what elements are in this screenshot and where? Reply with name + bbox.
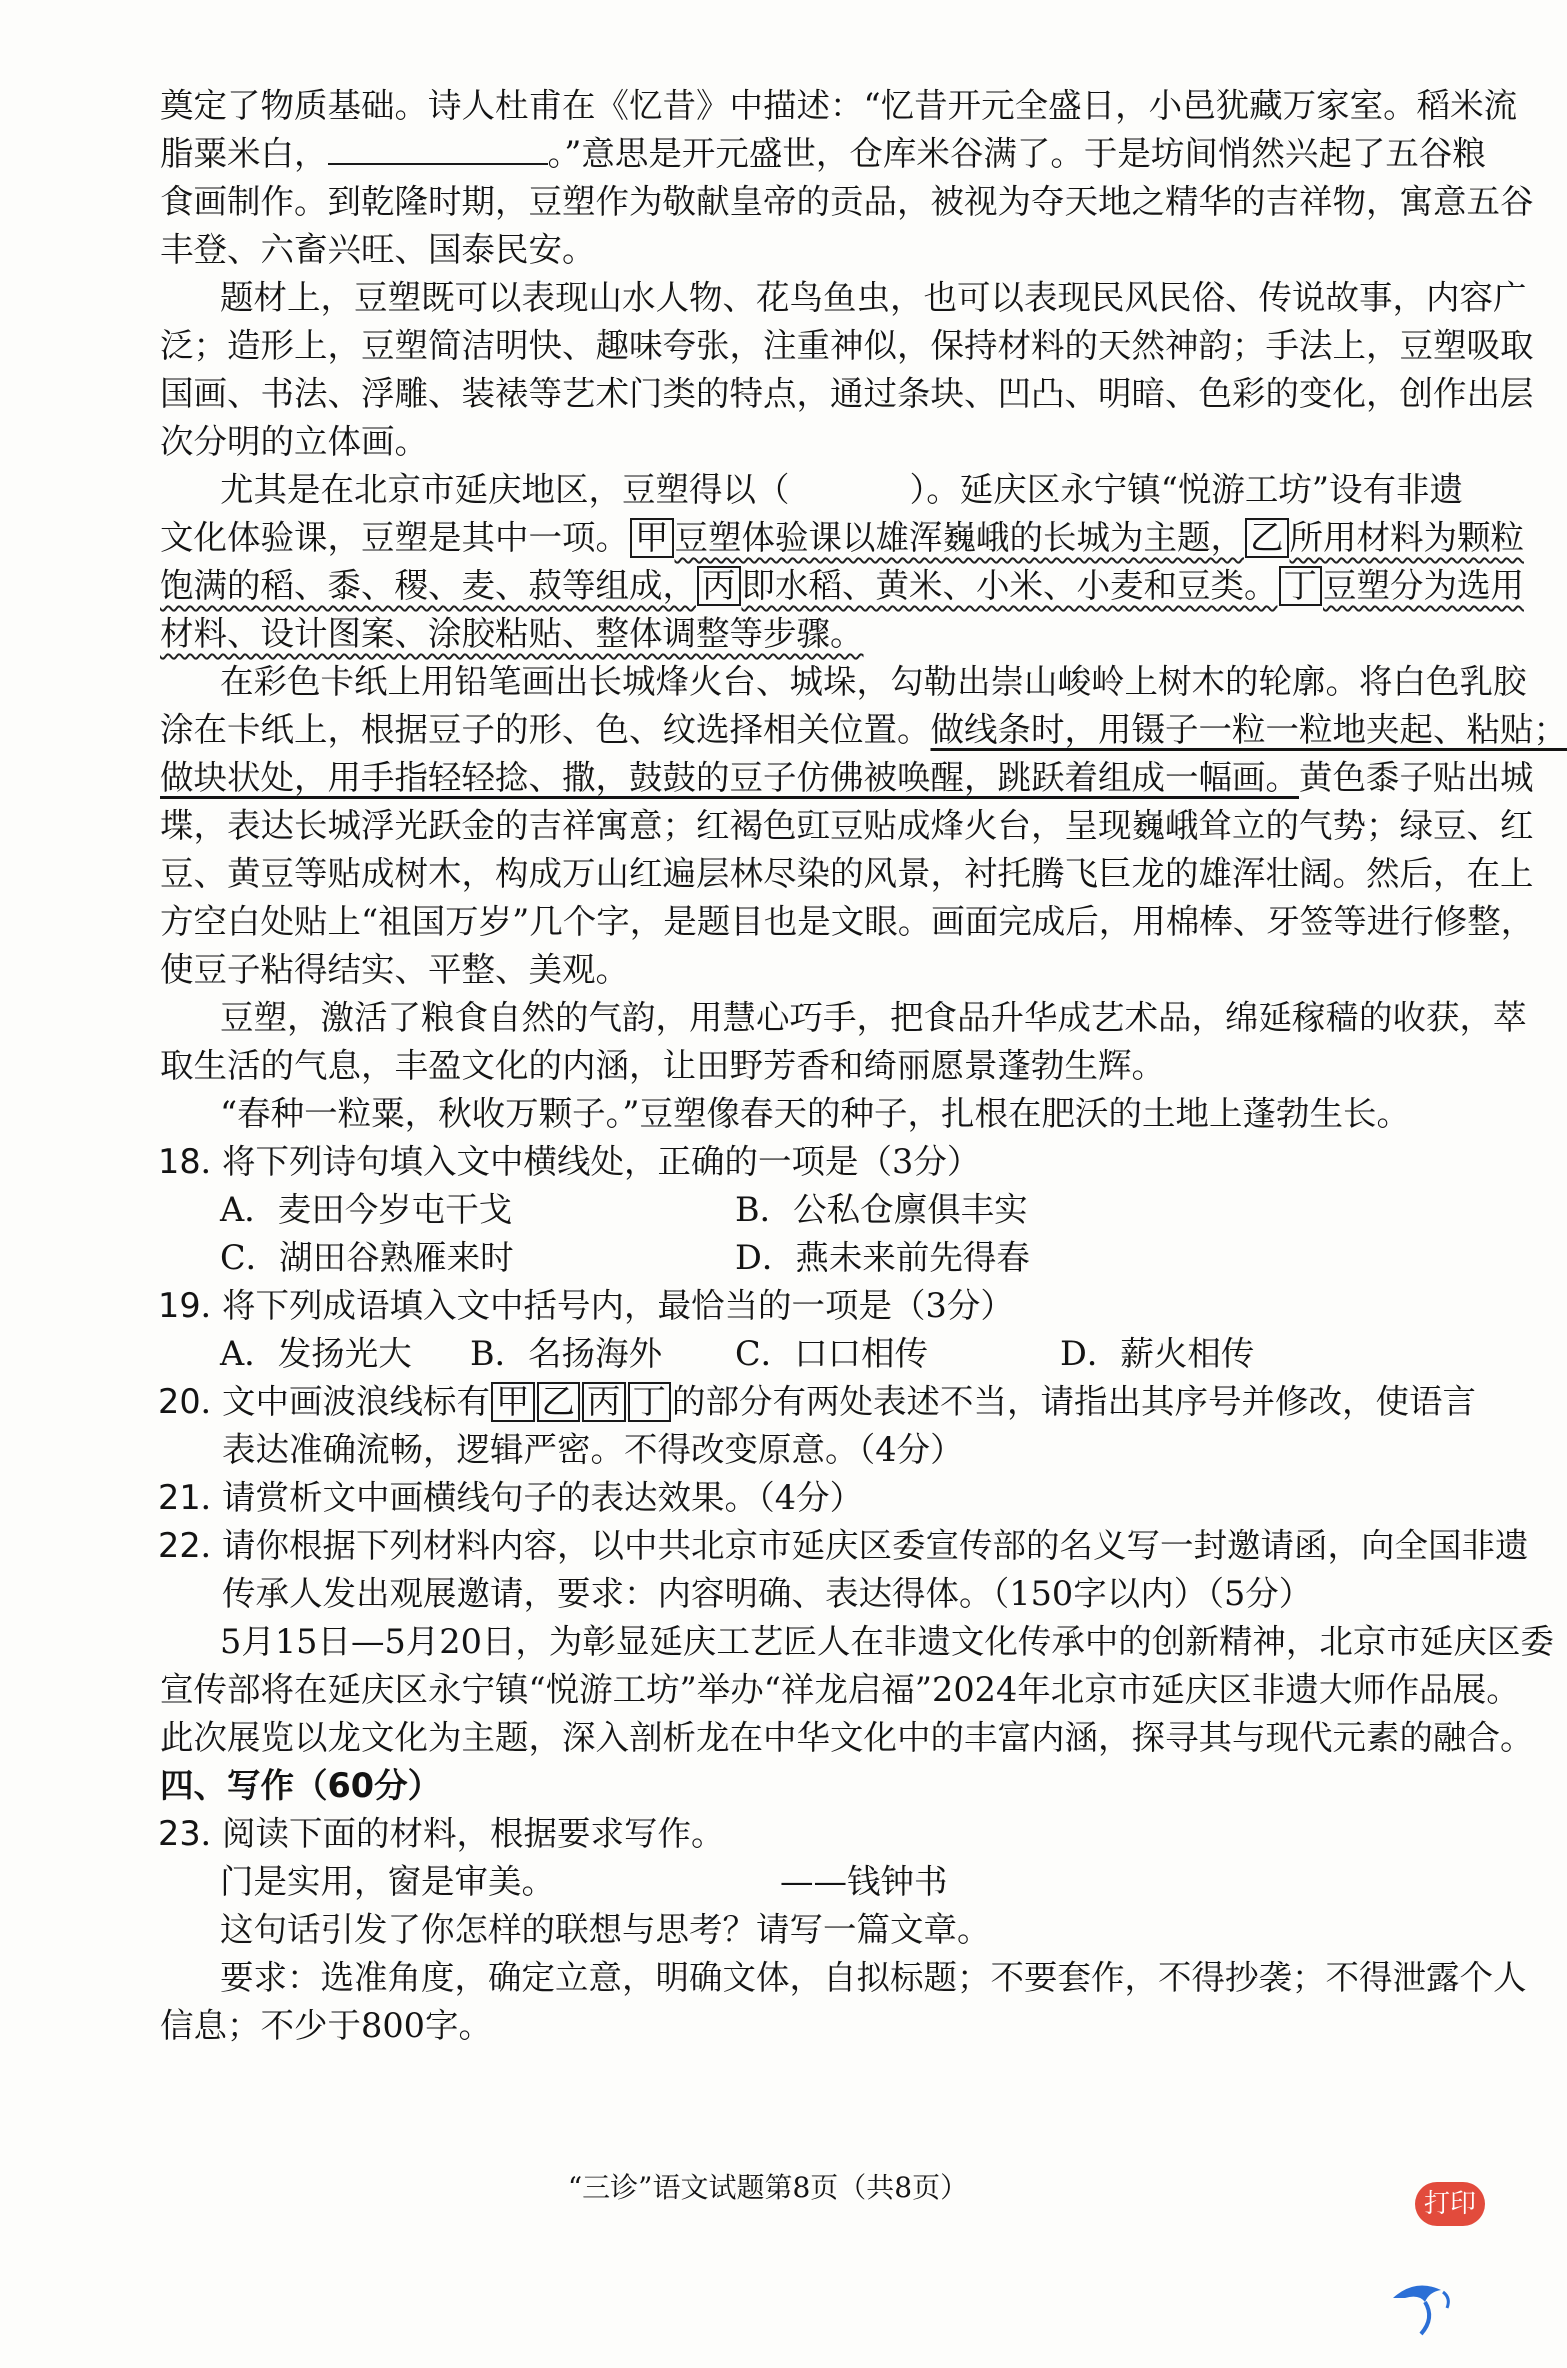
option-row <box>220 1186 1450 1234</box>
marker-bing: 丙 <box>697 566 741 606</box>
question-stem: 传承人发出观展邀请，要求：内容明确、表达得体。（150字以内）（5分） <box>222 1574 1313 1613</box>
requirement-line: 信息；不少于800字。 <box>160 2006 492 2045</box>
passage-line: 使豆子粘得结实、平整、美观。 <box>160 950 629 989</box>
passage-line: 题材上，豆塑既可以表现山水人物、花鸟鱼虫，也可以表现民风民俗、传说故事，内容广 <box>220 278 1527 317</box>
wavy-segment: 豆塑分为选用 <box>1323 566 1524 605</box>
question-number: 22． <box>158 1526 235 1565</box>
marker-jia: 甲 <box>630 518 674 558</box>
material-line: 5月15日—5月20日，为彰显延庆工艺匠人在非遗文化传承中的创新精神，北京市延庆区委 <box>220 1622 1554 1661</box>
wavy-segment: 饱满的稻、黍、稷、麦、菽等组成， <box>160 566 696 605</box>
question-stem: 请赏析文中画横线句子的表达效果。（4分） <box>222 1478 864 1517</box>
option-a: A．麦田今岁屯干戈 <box>220 1190 513 1229</box>
option-d: D．燕未来前先得春 <box>735 1238 1030 1277</box>
option-c: C．口口相传 <box>735 1334 929 1373</box>
passage-line: 堞，表达长城浮光跃金的吉祥寓意；红褐色豇豆贴成烽火台，呈现巍峨耸立的气势；绿豆、红 <box>160 806 1534 845</box>
requirement-line: 要求：选准角度，确定立意，明确文体，自拟标题；不要套作，不得抄袭；不得泄露个人 <box>220 1958 1527 1997</box>
passage-line: 文化体验课，豆塑是其中一项。 甲 豆塑体验课以雄浑巍峨的长城为主题， 乙 所用材料为颗粒 <box>160 518 1524 557</box>
marker-bing: 丙 <box>582 1382 626 1422</box>
passage-line <box>160 610 1450 658</box>
page-footer: “三诊”语文试题第8页（共8页） <box>567 2171 969 2204</box>
underlined-sentence: 做块状处，用手指轻轻捻、撒，鼓鼓的豆子仿佛被唤醒，跳跃着组成一幅画。 <box>160 758 1299 797</box>
wavy-segment: 豆塑体验课以雄浑巍峨的长城为主题， <box>674 518 1244 557</box>
wavy-segment: 材料、设计图案、涂胶粘贴、整体调整等步骤。 <box>160 614 864 653</box>
option-row <box>220 1234 1450 1282</box>
marker-yi: 乙 <box>537 1382 581 1422</box>
passage-line <box>160 562 1524 610</box>
passage-line: 涂在卡纸上，根据豆子的形、色、纹选择相关位置。做线条时，用镊子一粒一粒地夹起、粘贴； <box>160 710 1567 749</box>
passage-line: 尤其是在北京市延庆地区，豆塑得以（ ）。延庆区永宁镇“悦游工坊”设有非遗 <box>220 470 1464 509</box>
question-stem: 表达准确流畅，逻辑严密。不得改变原意。（4分） <box>222 1430 964 1469</box>
marker-ding: 丁 <box>1279 566 1323 606</box>
option-c: C．湖田谷熟雁来时 <box>220 1238 514 1277</box>
quote-author: ——钱钟书 <box>780 1862 948 1901</box>
question-number: 18． <box>158 1142 235 1181</box>
section-heading: 四、写作（60分） <box>160 1766 442 1805</box>
quote-text: 门是实用，窗是审美。 <box>220 1862 555 1901</box>
option-d: D．薪火相传 <box>1060 1334 1255 1373</box>
passage-line: 取生活的气息，丰盈文化的内涵，让田野芳香和绮丽愿景蓬勃生辉。 <box>160 1046 1165 1085</box>
question-stem: 将下列诗句填入文中横线处，正确的一项是（3分） <box>222 1142 981 1181</box>
wavy-segment: 即水稻、黄米、小米、小麦和豆类。 <box>741 566 1278 605</box>
underlined-sentence: 做线条时，用镊子一粒一粒地夹起、粘贴； <box>930 710 1567 749</box>
material-line: 宣传部将在延庆区永宁镇“悦游工坊”举办“祥龙启福”2024年北京市延庆区非遗大师作品展。 <box>160 1670 1520 1709</box>
question-stem: 请你根据下列材料内容，以中共北京市延庆区委宣传部的名义写一封邀请函，向全国非遗 <box>222 1526 1529 1565</box>
passage-line: 食画制作。到乾隆时期，豆塑作为敬献皇帝的贡品，被视为夺天地之精华的吉祥物，寓意五谷 <box>160 182 1534 221</box>
passage-line: 豆塑，激活了粮食自然的气韵，用慧心巧手，把食品升华成艺术品，绵延稼穑的收获，萃 <box>220 998 1527 1037</box>
marker-ding: 丁 <box>628 1382 672 1422</box>
passage-line: 次分明的立体画。 <box>160 422 428 461</box>
passage-line: 国画、书法、浮雕、装裱等艺术门类的特点，通过条块、凹凸、明暗、色彩的变化，创作出层 <box>160 374 1534 413</box>
passage-line: 脂粟米白， 。”意思是开元盛世，仓库米谷满了。于是坊间悄然兴起了五谷粮 <box>160 134 1486 173</box>
option-row <box>220 1330 1450 1378</box>
question-number: 20． <box>158 1382 235 1421</box>
print-badge[interactable]: 打印 <box>1415 2182 1485 2226</box>
passage-line: 泛；造形上，豆塑简洁明快、趣味夸张，注重神似，保持材料的天然神韵；手法上，豆塑吸取 <box>160 326 1534 365</box>
prompt-line: 这句话引发了你怎样的联想与思考？请写一篇文章。 <box>220 1910 991 1949</box>
passage-line: 方空白处贴上“祖国万岁”几个字，是题目也是文眼。画面完成后，用棉棒、牙签等进行修整， <box>160 902 1535 941</box>
question-number: 19． <box>158 1286 235 1325</box>
passage-line: 豆、黄豆等贴成树木，构成万山红遍层林尽染的风景，衬托腾飞巨龙的雄浑壮阔。然后，在上 <box>160 854 1534 893</box>
wavy-segment: 所用材料为颗粒 <box>1289 518 1524 557</box>
question-stem: 将下列成语填入文中括号内，最恰当的一项是（3分） <box>222 1286 1014 1325</box>
passage-line: 做块状处，用手指轻轻捻、撒，鼓鼓的豆子仿佛被唤醒，跳跃着组成一幅画。黄色黍子贴出城 <box>160 758 1534 797</box>
option-b: B．名扬海外 <box>470 1334 663 1373</box>
question-number: 23． <box>158 1814 235 1853</box>
fill-blank <box>328 133 548 165</box>
passage-line: 丰登、六畜兴旺、国泰民安。 <box>160 230 596 269</box>
material-line: 此次展览以龙文化为主题，深入剖析龙在中华文化中的丰富内涵，探寻其与现代元素的融合。 <box>160 1718 1534 1757</box>
passage-line: 奠定了物质基础。诗人杜甫在《忆昔》中描述：“忆昔开元全盛日，小邑犹藏万家室。稻米流 <box>160 86 1518 125</box>
option-b: B．公私仓廪俱丰实 <box>735 1190 1028 1229</box>
marker-jia: 甲 <box>491 1382 535 1422</box>
question-stem: 文中画波浪线标有 甲 乙 丙 丁 的部分有两处表述不当，请指出其序号并修改，使语言 <box>222 1382 1476 1421</box>
marker-yi: 乙 <box>1245 518 1289 558</box>
question-stem: 阅读下面的材料，根据要求写作。 <box>222 1814 725 1853</box>
question-number: 21． <box>158 1478 235 1517</box>
passage-line: 在彩色卡纸上用铅笔画出长城烽火台、城垛，勾勒出崇山峻岭上树木的轮廓。将白色乳胶 <box>220 662 1527 701</box>
passage-line: “春种一粒粟，秋收万颗子。”豆塑像春天的种子，扎根在肥沃的土地上蓬勃生长。 <box>220 1094 1411 1133</box>
bird-logo-icon <box>1385 2268 1465 2348</box>
option-a: A．发扬光大 <box>220 1334 412 1373</box>
quote-line <box>220 1858 1450 1906</box>
